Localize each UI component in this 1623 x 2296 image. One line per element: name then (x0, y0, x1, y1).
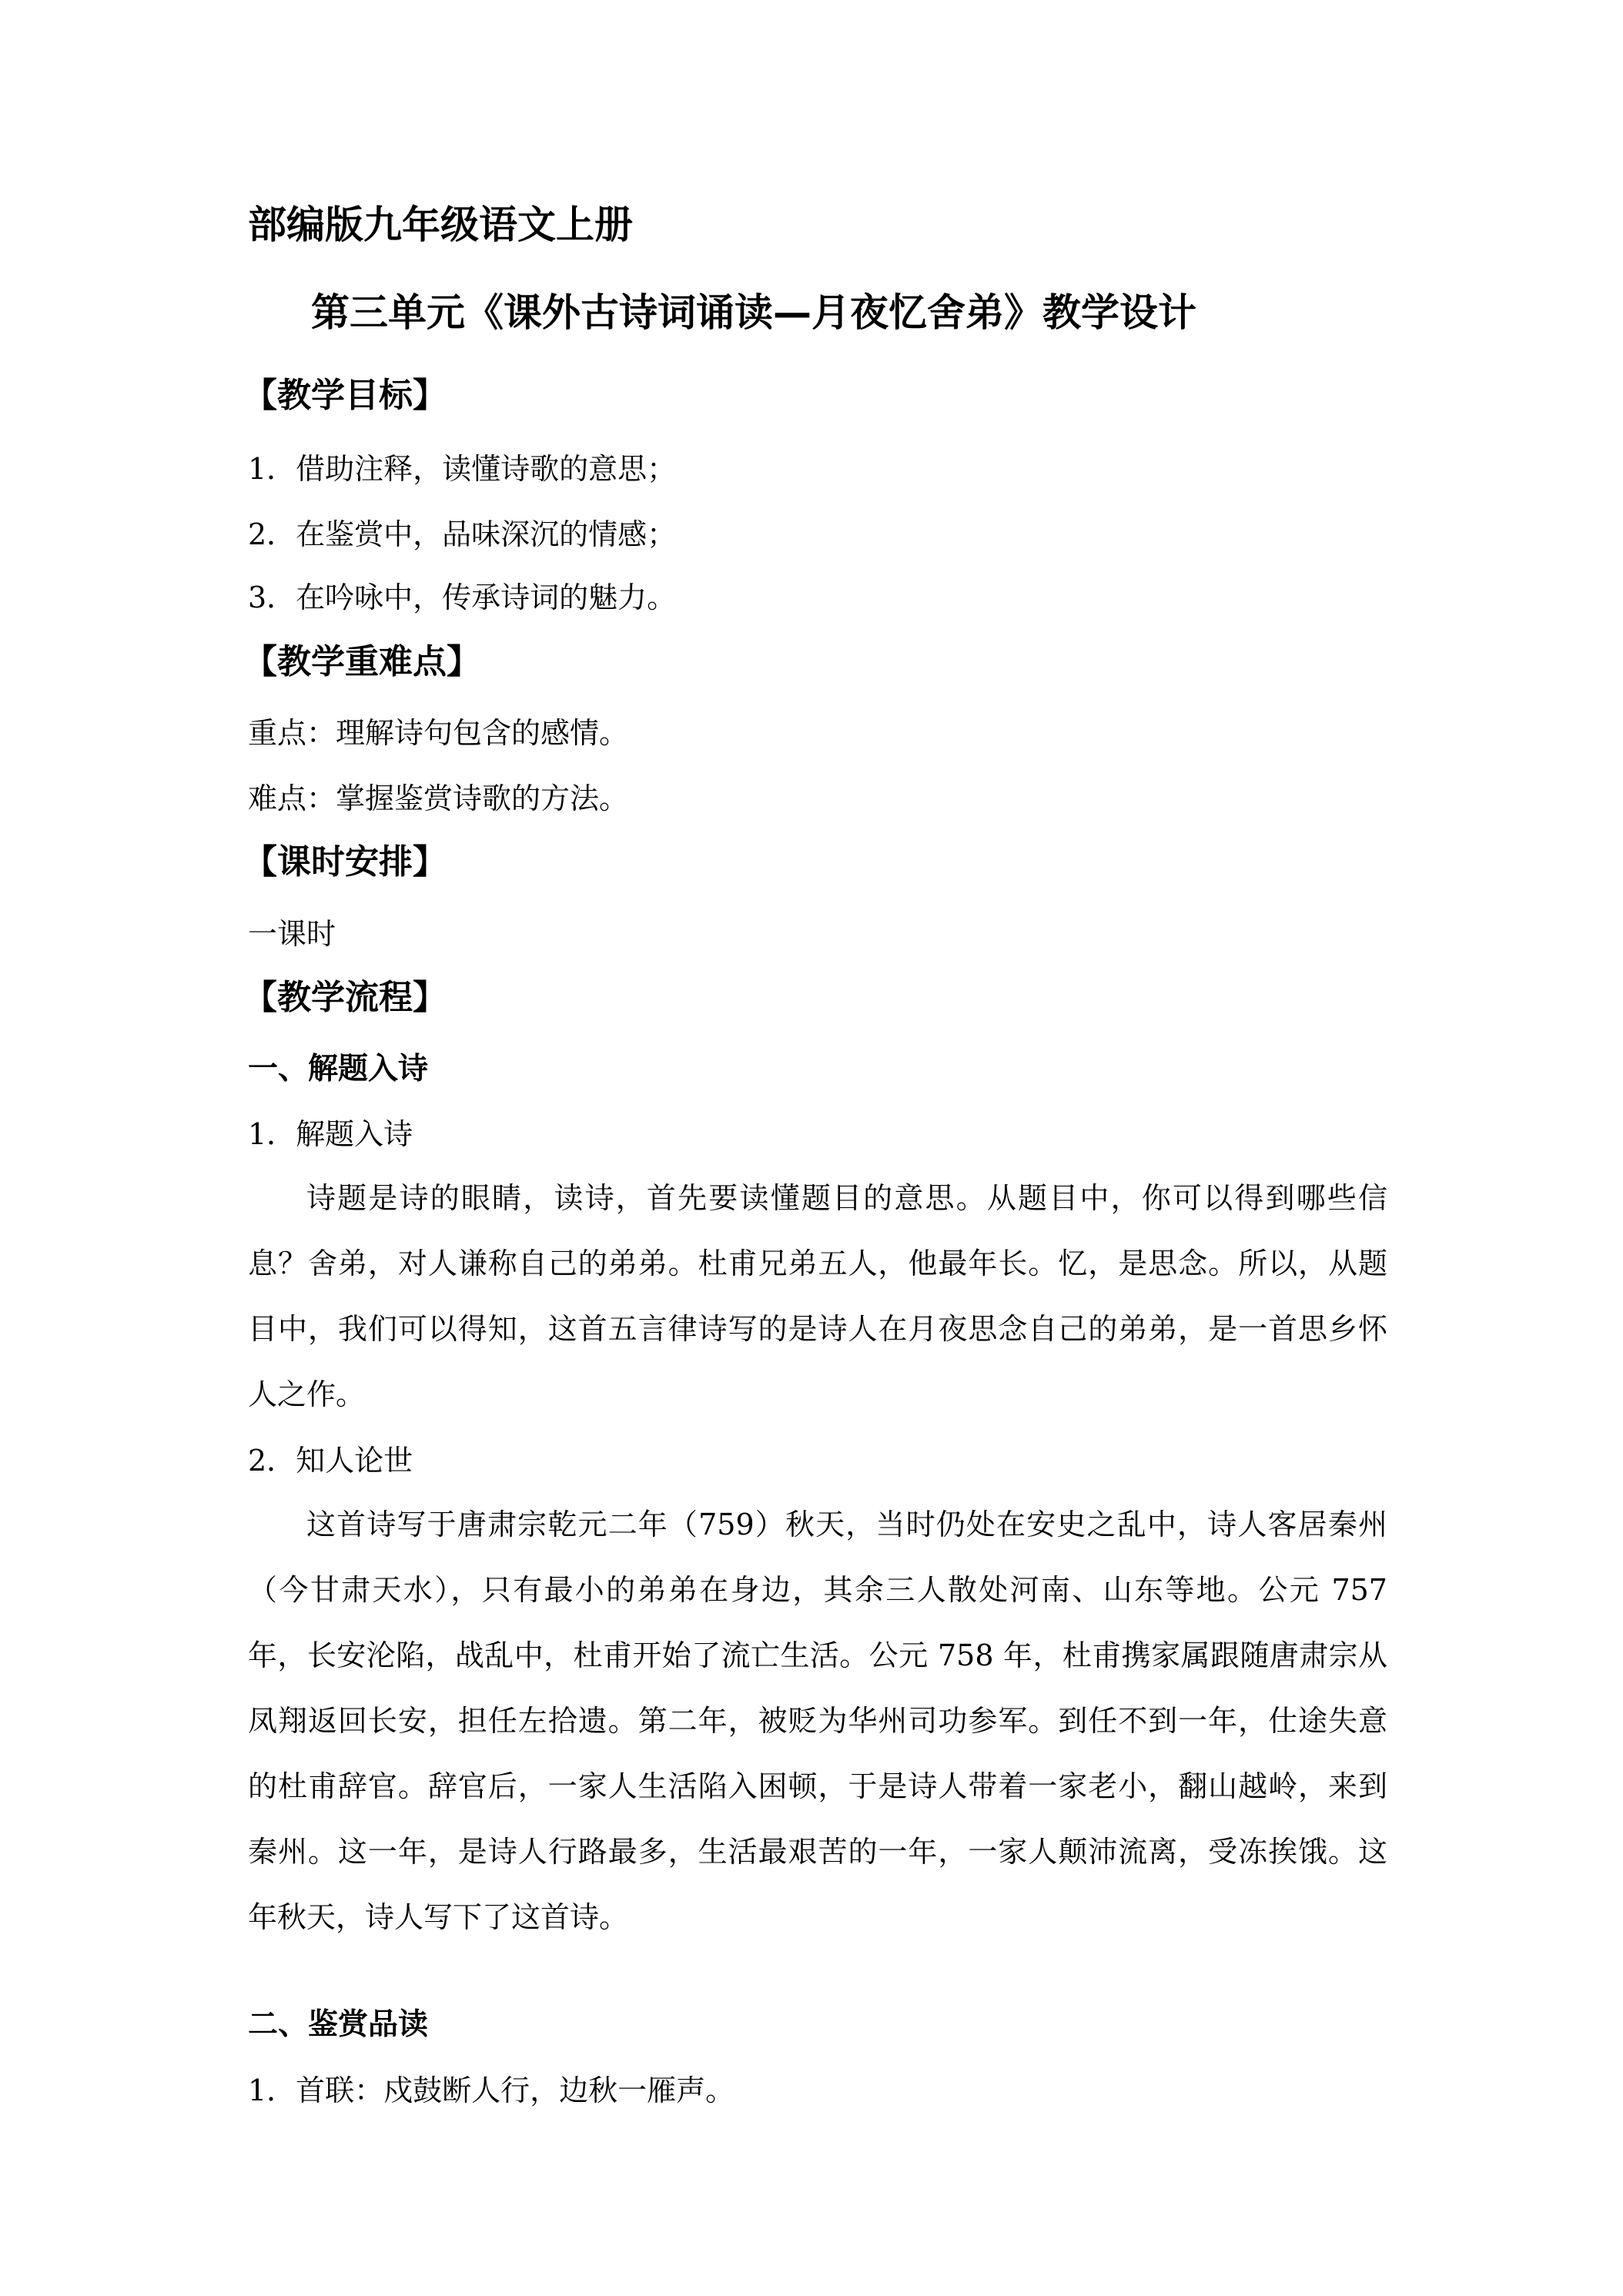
schedule-text: 一课时 (248, 917, 336, 951)
sub-title-1-1: 1．解题入诗 (248, 1117, 413, 1151)
paragraph-title-analysis: 诗题是诗的眼睛，读诗，首先要读懂题目的意思。从题目中，你可以得到哪些信息？舍弟，对人谦称自己的弟弟。杜甫兄弟五人，他最年长。忆，是思念。所以，从题目中，我们可以得知，这首五言律诗写的是诗人在月夜思念自己的弟弟，是一首思乡怀人之作。 (248, 1181, 1387, 1411)
key-point-item: 重点：理解诗句包含的感情。 (248, 716, 629, 750)
difficult-point-item: 难点：掌握鉴赏诗歌的方法。 (248, 782, 629, 815)
title-line-1: 部编版九年级语文上册 (248, 202, 633, 247)
section-heading-process: 【教学流程】 (243, 978, 447, 1017)
paragraph-background: 这首诗写于唐肃宗乾元二年（759）秋天，当时仍处在安史之乱中，诗人客居秦州（今甘肃天水），只有最小的弟弟在身边，其余三人散处河南、山东等地。公元 757 年，长安沦陷，战乱中，杜甫开始了流亡生活。公元 758 年，杜甫携家属跟随唐肃宗从凤翔返回长安，担任左拾遗。第二年，被贬为华州司功参军。到任不到一年，仕途失意的杜甫辞官。辞官后，一家人生活陷入困顿，于是诗人带着一家老小，翻山越岭，来到秦州。这一年，是诗人行路最多，生活最艰苦的一年，一家人颠沛流离，受冻挨饿。这年秋天，诗人写下了这首诗。 (248, 1508, 1387, 1934)
section-heading-objectives: 【教学目标】 (243, 376, 447, 415)
objective-item-1: 1．借助注释，读懂诗歌的意思； (248, 452, 677, 486)
objective-item-3: 3．在吟咏中，传承诗词的魅力。 (248, 581, 677, 614)
part-heading-1: 一、解题入诗 (248, 1052, 429, 1086)
section-heading-key-points: 【教学重难点】 (243, 642, 480, 681)
part-heading-2: 二、鉴赏品读 (248, 2007, 429, 2042)
objective-item-2: 2．在鉴赏中，品味深沉的情感； (248, 517, 677, 551)
title-line-2: 第三单元《课外古诗词诵读—月夜忆舍弟》教学设计 (311, 290, 1196, 335)
sub-title-1-2: 2．知人论世 (248, 1444, 413, 1478)
sub-title-2-1: 1．首联：戍鼓断人行，边秋一雁声。 (248, 2073, 735, 2107)
section-heading-schedule: 【课时安排】 (243, 842, 447, 882)
